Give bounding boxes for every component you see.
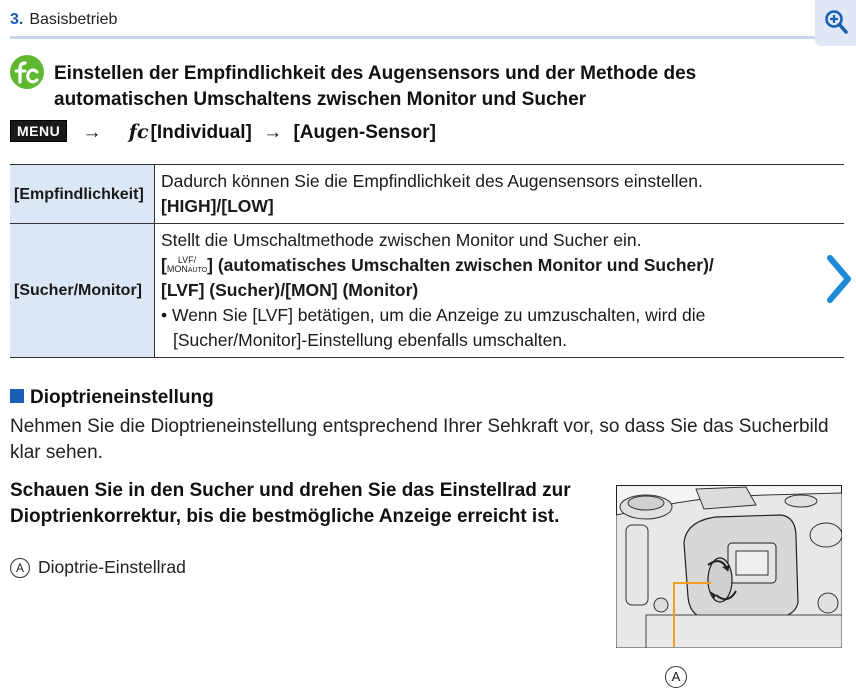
- row-description: Stellt die Umschaltmethode zwischen Monitor und Sucher ein.: [161, 230, 642, 250]
- table-value: [155, 224, 845, 358]
- section-number: 3.: [10, 11, 24, 28]
- zoom-button[interactable]: [815, 0, 856, 46]
- chevron-right-icon: [818, 250, 856, 308]
- section-heading: Einstellen der Empfindlichkeit des Augensensors und der Methode des automatischen Umschaltens zwischen Monitor und Sucher: [54, 63, 697, 110]
- menu-item-augen-sensor: [Augen-Sensor]: [293, 122, 436, 143]
- row-description: Dadurch können Sie die Empfindlichkeit des Augensensors einstellen.: [161, 171, 703, 191]
- diopter-instruction: Schauen Sie in den Sucher und drehen Sie das Einstellrad zur Dioptrienkorrektur, bis die bestmögliche Anzeige erreicht ist.: [10, 480, 571, 527]
- callout-text: Dioptrie-Einstellrad: [38, 557, 186, 577]
- diopter-callout: [10, 557, 186, 578]
- figure-marker: A: [665, 666, 687, 688]
- menu-arrow: →: [263, 122, 283, 143]
- section-title: Basisbetrieb: [29, 11, 118, 28]
- zoom-in-icon: [824, 9, 848, 35]
- menu-item-individual: [Individual]: [150, 122, 252, 143]
- row-options: [HIGH]/[LOW]: [161, 196, 274, 216]
- fc-custom-icon: [10, 55, 44, 89]
- callout-marker: A: [10, 558, 30, 578]
- table-row: [10, 224, 844, 358]
- diopter-body: Nehmen Sie die Dioptrieneinstellung entsprechend Ihrer Sehkraft vor, so dass Sie das Sucherbild klar sehen.: [10, 416, 829, 463]
- diopter-heading: Dioptrieneinstellung: [10, 387, 214, 409]
- heading-square-icon: [10, 389, 24, 403]
- row-options: [ LVF/ MONAUTO] (automatisches Umschalten zwischen Monitor und Sucher)/: [161, 255, 714, 275]
- lvf-mon-auto-icon: LVF/ MONAUTO: [166, 255, 208, 274]
- menu-arrow: →: [82, 122, 102, 143]
- next-page-button[interactable]: [818, 250, 856, 308]
- table-key: [Empfindlichkeit]: [10, 165, 155, 224]
- header-rule: [10, 36, 815, 39]
- breadcrumb: [10, 11, 117, 29]
- camera-viewfinder-illustration: [616, 485, 842, 648]
- table-row: [10, 165, 844, 224]
- page-header: [0, 0, 815, 40]
- table-value: [155, 165, 845, 224]
- menu-path: [10, 120, 436, 144]
- row-note: • Wenn Sie [LVF] betätigen, um die Anzeige zu umzuschalten, wird die [Sucher/Monitor]-Einstellung ebenfalls umschalten.: [161, 305, 706, 350]
- table-key: [Sucher/Monitor]: [10, 224, 155, 358]
- settings-table: [10, 164, 844, 358]
- fc-glyph-icon: fc: [128, 121, 149, 143]
- row-options: [LVF] (Sucher)/[MON] (Monitor): [161, 280, 419, 300]
- menu-button-label: MENU: [10, 120, 67, 142]
